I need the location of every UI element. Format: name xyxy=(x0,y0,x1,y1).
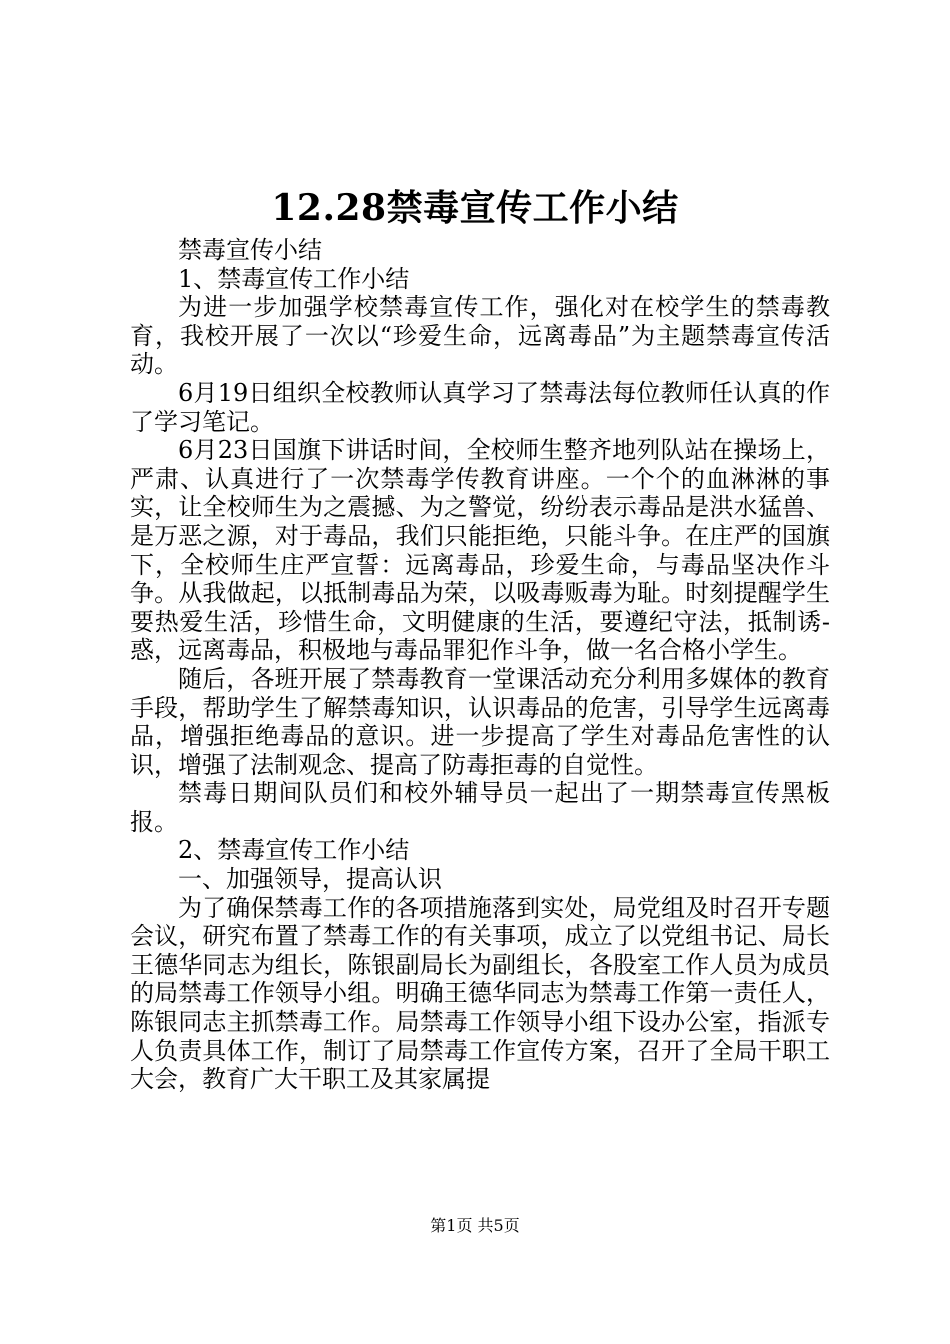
paragraph: 禁毒日期间队员们和校外辅导员一起出了一期禁毒宣传黑板报。 xyxy=(130,779,830,836)
page-footer: 第1页 共5页 xyxy=(430,1216,520,1235)
paragraph: 6月19日组织全校教师认真学习了禁毒法每位教师任认真的作了学习笔记。 xyxy=(130,378,830,436)
paragraph: 6月23日国旗下讲话时间，全校师生整齐地列队站在操场上，严肃、认真进行了一次禁毒学传教育讲座。一个个的血淋淋的事实，让全校师生为之震撼、为之警觉，纷纷表示毒品是洪水猛兽、是万恶之源，对于毒品，我们只能拒绝，只能斗争。在庄严的国旗下，全校师生庄严宣誓：远离毒品，珍爱生命，与毒品坚决作斗争。从我做起，以抵制毒品为荣，以吸毒贩毒为耻。时刻提醒学生要热爱生活，珍惜生命，文明健康的生活，要遵纪守法，抵制诱-惑，远离毒品，积极地与毒品罪犯作斗争，做一名合格小学生。 xyxy=(130,436,830,665)
paragraph: 为进一步加强学校禁毒宣传工作，强化对在校学生的禁毒教育，我校开展了一次以“珍爱生命，远离毒品”为主题禁毒宣传活动。 xyxy=(130,293,830,379)
paragraph: 为了确保禁毒工作的各项措施落到实处，局党组及时召开专题会议，研究布置了禁毒工作的有关事项，成立了以党组书记、局长王德华同志为组长，陈银副局长为副组长，各股室工作人员为成员的局禁毒工作领导小组。明确王德华同志为禁毒工作第一责任人，陈银同志主抓禁毒工作。局禁毒工作领导小组下设办公室，指派专人负责具体工作，制订了局禁毒工作宣传方案，召开了全局干职工大会，教育广大干职工及其家属提 xyxy=(130,893,830,1094)
document-title: 12.28禁毒宣传工作小结 xyxy=(271,187,679,229)
document-body xyxy=(130,236,830,1094)
paragraph: 禁毒宣传小结 xyxy=(178,236,322,264)
paragraph: 随后，各班开展了禁毒教育一堂课活动充分利用多媒体的教育手段，帮助学生了解禁毒知识，认识毒品的危害，引导学生远离毒品，增强拒绝毒品的意识。进一步提高了学生对毒品危害性的认识，增强了法制观念、提高了防毒拒毒的自觉性。 xyxy=(130,664,830,779)
paragraph: 1、禁毒宣传工作小结 xyxy=(178,264,410,293)
paragraph: 2、禁毒宣传工作小结 xyxy=(178,836,410,865)
paragraph: 一、加强领导，提高认识 xyxy=(178,865,442,894)
